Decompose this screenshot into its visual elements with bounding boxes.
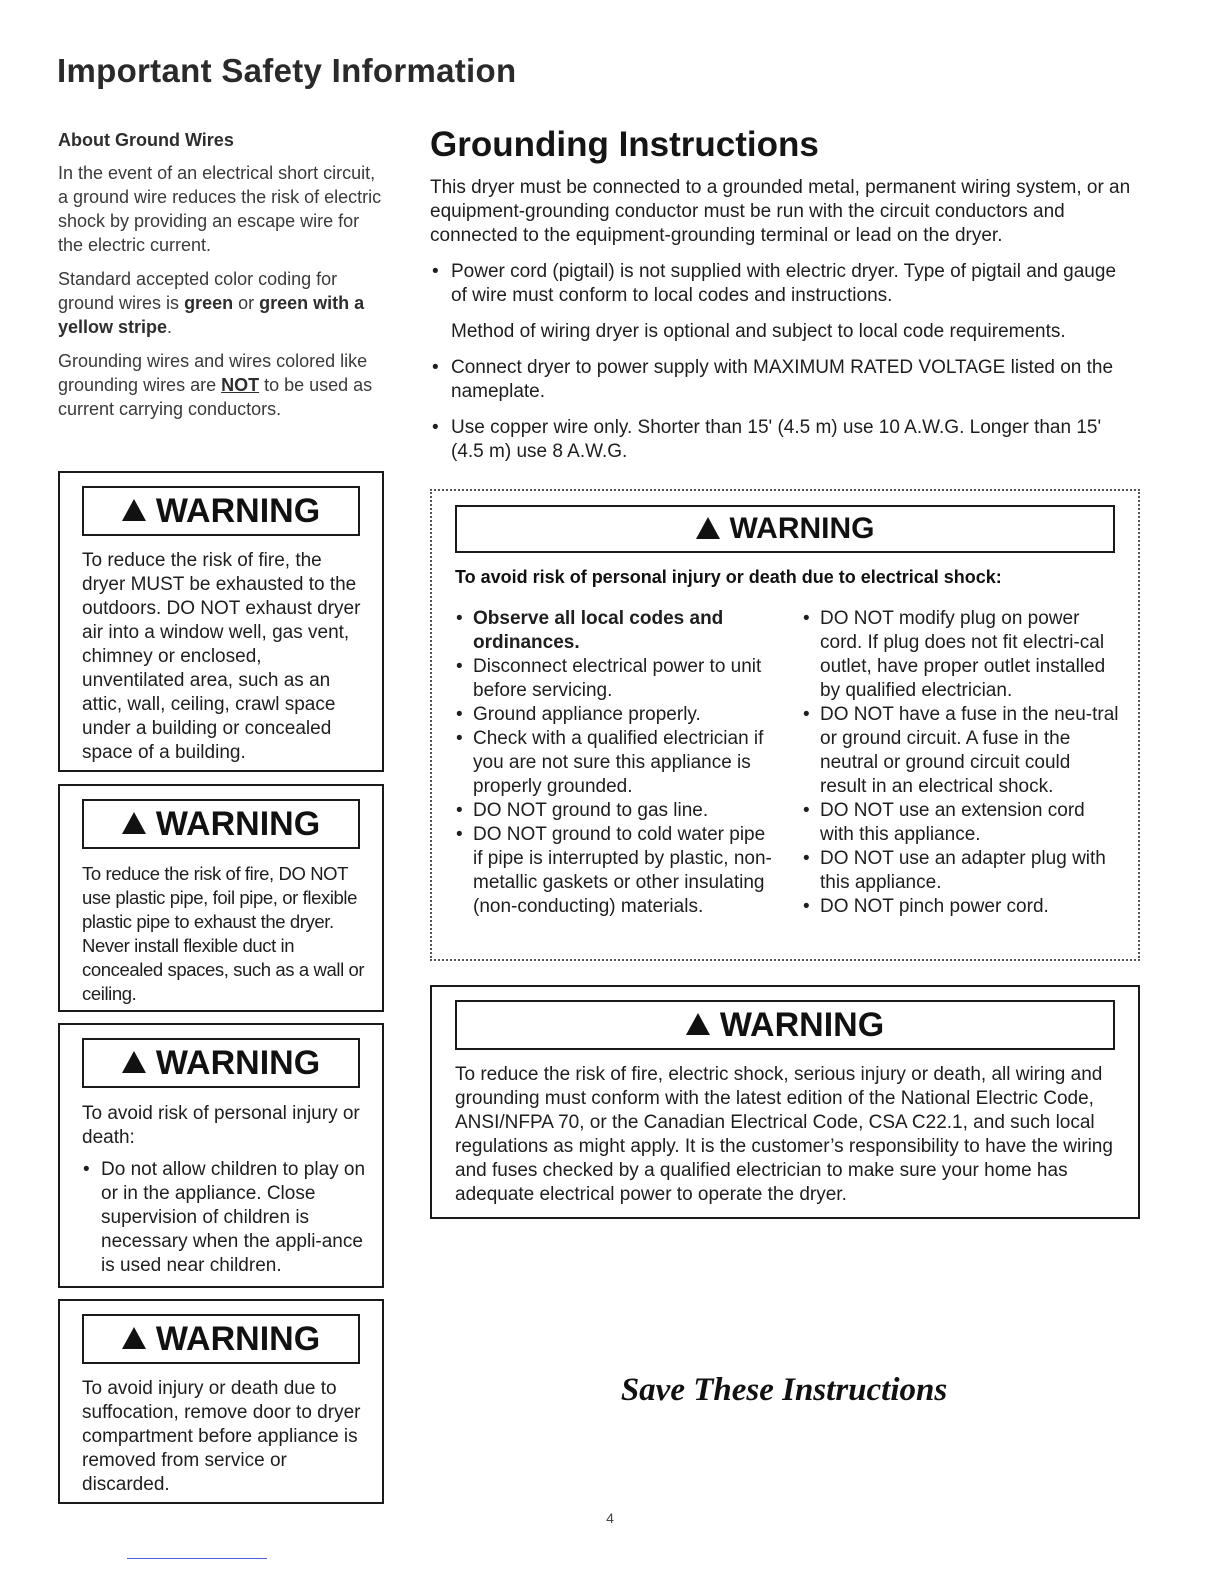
- period: .: [167, 317, 173, 337]
- warning-body: [455, 1063, 1119, 1207]
- bullet-text-bold: Observe all local codes and ordinances.: [473, 608, 724, 653]
- list-item: • Ground appliance properly.: [455, 703, 773, 727]
- list-item: • DO NOT use an extension cord with this appliance.: [802, 799, 1120, 847]
- warning-label: WARNING: [719, 1005, 885, 1044]
- warning-body: [82, 1102, 366, 1278]
- bullet-text: Power cord (pigtail) is not supplied with electric dryer. Type of pigtail and gauge of wire must conform to local codes and instructions.: [451, 261, 1117, 306]
- page-title: Important Safety Information: [57, 52, 517, 89]
- list-item: • DO NOT use an adapter plug with this appliance.: [802, 847, 1120, 895]
- green-stripe-label: green with a yellow stripe: [58, 293, 365, 337]
- list-item: • Connect dryer to power supply with MAXIMUM RATED VOLTAGE listed on the nameplate.: [430, 356, 1135, 404]
- warning-text: To avoid injury or death due to suffocation, remove door to dryer compartment before appliance is removed from service or discarded.: [82, 1378, 361, 1495]
- list-item: • DO NOT modify plug on power cord. If plug does not fit electri-cal outlet, have proper outlet installed by qualified electrician.: [802, 607, 1120, 703]
- warning-triangle-icon: [696, 517, 720, 539]
- about-heading: About Ground Wires: [58, 130, 234, 150]
- list-item: • DO NOT ground to gas line.: [455, 799, 773, 823]
- warning-triangle-icon: [122, 1327, 146, 1349]
- page-number: 4: [606, 1510, 614, 1526]
- warning-text: To avoid risk of personal injury or death:: [82, 1103, 360, 1148]
- about-para-3: [58, 349, 388, 421]
- grounding-intro: This dryer must be connected to a grounded metal, permanent wiring system, or an equipment-grounding conductor must be run with the circuit conductors and connected to the equipment-grounding terminal or lead on the dryer.: [430, 177, 1131, 246]
- list-item: • Disconnect electrical power to unit before servicing.: [455, 655, 773, 703]
- warning-label: WARNING: [155, 491, 321, 530]
- warning-triangle-icon: [122, 812, 146, 834]
- warning-triangle-icon: [122, 499, 146, 521]
- warning-subhead: To avoid risk of personal injury or death due to electrical shock:: [455, 567, 1002, 587]
- warning-text: To reduce the risk of fire, the dryer MUST be exhausted to the outdoors. DO NOT exhaust dryer air into a window well, gas vent, chimney or enclosed, unventilated area, such as an attic, wall, ceiling, crawl space under a building or concealed space of a building.: [82, 550, 361, 763]
- warning-electrical-shock: [430, 489, 1140, 961]
- list-item: • DO NOT have a fuse in the neu-tral or ground circuit. A fuse in the neutral or ground circuit could result in an electrical shock.: [802, 703, 1120, 799]
- warning-no-plastic-pipe: [58, 784, 384, 1012]
- about-para-3-end: to be used as current carrying conductors.: [58, 375, 373, 419]
- list-item: [430, 260, 1135, 344]
- warning-body: [82, 862, 372, 1006]
- warning-label: WARNING: [155, 804, 321, 843]
- green-label: green: [184, 293, 234, 313]
- warning-exhaust-outdoors: [58, 471, 384, 772]
- warning-body: [82, 1377, 366, 1497]
- warning-header: [455, 1000, 1115, 1050]
- list-item: • Check with a qualified electrician if you are not sure this appliance is properly grounded.: [455, 727, 773, 799]
- warning-triangle-icon: [686, 1013, 710, 1035]
- save-instructions: Save These Instructions: [620, 1372, 948, 1408]
- about-para-2: [58, 267, 388, 339]
- warning-header: [455, 505, 1115, 553]
- list-item: • Use copper wire only. Shorter than 15' (4.5 m) use 10 A.W.G. Longer than 15' (4.5 m) use 8 A.W.G.: [430, 416, 1135, 464]
- list-item: • DO NOT ground to cold water pipe if pipe is interrupted by plastic, non-metallic gaskets or other insulating (non-conducting) materials.: [455, 823, 773, 919]
- warning-text: To reduce the risk of fire, DO NOT use plastic pipe, foil pipe, or flexible plastic pipe to exhaust the dryer. Never install flexible duct in concealed spaces, such as a wall or ceiling.: [82, 863, 365, 1004]
- list-item: • DO NOT pinch power cord.: [802, 895, 1120, 919]
- or-text: or: [233, 293, 260, 313]
- list-item: [455, 607, 773, 655]
- list-item: • Do not allow children to play on or in the appliance. Close supervision of children is necessary when the appli-ance is used near children.: [82, 1158, 366, 1278]
- warning-triangle-icon: [122, 1051, 146, 1073]
- warning-body: [82, 549, 366, 765]
- warning-header: [82, 486, 360, 536]
- shock-bullets-left: [455, 607, 773, 919]
- warning-header: [82, 799, 360, 849]
- warning-label: WARNING: [155, 1043, 321, 1082]
- about-para-3-text: Grounding wires and wires colored like grounding wires are: [58, 351, 368, 395]
- warning-label: WARNING: [155, 1319, 321, 1358]
- warning-electrical-code: [430, 985, 1140, 1219]
- about-para-1: In the event of an electrical short circuit, a ground wire reduces the risk of electric shock by providing an escape wire for the electric current.: [58, 163, 382, 255]
- warning-label: WARNING: [729, 512, 875, 545]
- warning-bullets: [82, 1158, 366, 1278]
- about-para-2-text: Standard accepted color coding for ground wires is: [58, 269, 338, 313]
- warning-children: [58, 1023, 384, 1288]
- bullet-subtext: Method of wiring dryer is optional and subject to local code requirements.: [451, 321, 1066, 342]
- grounding-title: Grounding Instructions: [430, 125, 819, 164]
- warning-suffocation: [58, 1299, 384, 1504]
- not-emphasis: NOT: [221, 375, 260, 395]
- warning-header: [82, 1038, 360, 1088]
- grounding-bullets: [430, 260, 1135, 476]
- footer-rule: [127, 1558, 267, 1559]
- warning-header: [82, 1314, 360, 1364]
- shock-bullets-right: [802, 607, 1120, 919]
- warning-text: To reduce the risk of fire, electric shock, serious injury or death, all wiring and grounding must conform with the latest edition of the National Electric Code, ANSI/NFPA 70, or the Canadian Electrical Code, CSA C22.1, and such local regulations as might apply. It is the customer’s responsibility to have the wiring and fuses checked by a qualified electrician to make sure your home has adequate electrical power to operate the dryer.: [455, 1064, 1113, 1205]
- about-ground-wires: [58, 128, 388, 431]
